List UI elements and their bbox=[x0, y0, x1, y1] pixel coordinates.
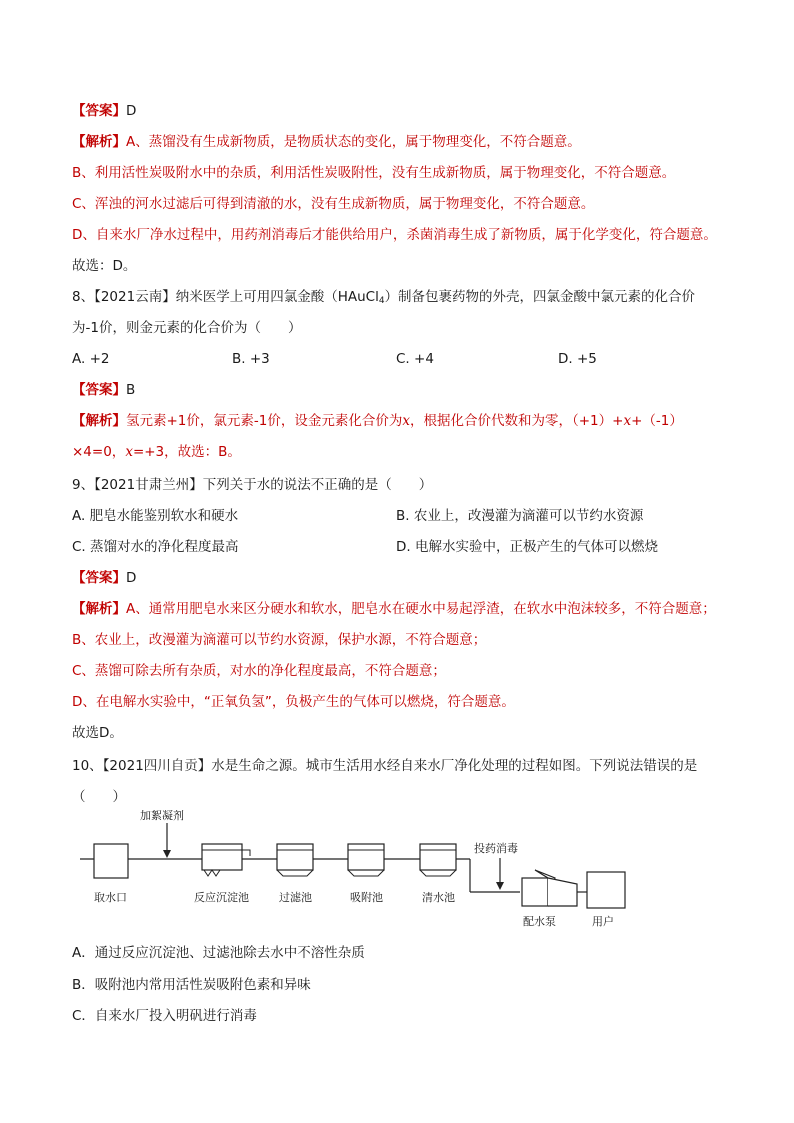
q9-option-d: D. 电解水实验中，正极产生的气体可以燃烧 bbox=[396, 539, 658, 555]
q8-option-d: D. +5 bbox=[558, 351, 597, 367]
subscript: 4 bbox=[378, 296, 385, 306]
explain-text: +（-1） bbox=[631, 413, 683, 429]
intake-box bbox=[94, 844, 128, 878]
question-source: 【2021云南】 bbox=[94, 289, 176, 305]
pump-icon bbox=[522, 870, 577, 906]
answer-value: D bbox=[126, 103, 137, 119]
question-number: 8、 bbox=[72, 289, 95, 305]
filter-tank bbox=[277, 844, 313, 876]
explain-text: A、蒸馏没有生成新物质，是物质状态的变化，属于物理变化，不符合题意。 bbox=[126, 134, 581, 150]
q9-explain-a bbox=[72, 600, 716, 618]
answer-tag: 【答案】 bbox=[72, 103, 126, 119]
q10-stem-line2: （ ） bbox=[72, 789, 126, 805]
adsorption-tank bbox=[348, 844, 384, 876]
answer-value: B bbox=[126, 382, 136, 398]
clear-label: 清水池 bbox=[422, 891, 455, 904]
q10-option-b: B．吸附池内常用活性炭吸附色素和异味 bbox=[72, 977, 311, 993]
arrow-head bbox=[496, 882, 504, 890]
q7-explain-b: B、利用活性炭吸附水中的杂质，利用活性炭吸附性，没有生成新物质，属于物理变化，不符合题意。 bbox=[72, 165, 676, 181]
q9-explain-c: C、蒸馏可除去所有杂质，对水的净化程度最高，不符合题意； bbox=[72, 663, 446, 679]
clear-water-tank bbox=[420, 844, 456, 876]
explain-tag: 【解析】 bbox=[72, 134, 126, 150]
coagulant-label: 加絮凝剂 bbox=[140, 810, 184, 822]
q10-option-a: A．通过反应沉淀池、过滤池除去水中不溶性杂质 bbox=[72, 945, 365, 961]
variable-x: x bbox=[402, 413, 410, 429]
q9-answer bbox=[72, 569, 136, 587]
q9-stem bbox=[72, 476, 432, 494]
sediment-label: 反应沉淀池 bbox=[194, 891, 249, 904]
q7-explain-c: C、浑浊的河水过滤后可得到清澈的水，没有生成新物质，属于物理变化，不符合题意。 bbox=[72, 196, 595, 212]
stem-text: 下列关于水的说法不正确的是（ ） bbox=[202, 477, 433, 493]
stem-part: 纳米医学上可用四氯金酸（HAuCl bbox=[175, 289, 379, 305]
q8-option-c: C. +4 bbox=[396, 351, 434, 367]
variable-x: x bbox=[125, 444, 133, 460]
answer-tag: 【答案】 bbox=[72, 382, 126, 398]
q9-conclusion: 故选D。 bbox=[72, 725, 123, 741]
q9-explain-d: D、在电解水实验中，“正氧负氢”，负极产生的气体可以燃烧，符合题意。 bbox=[72, 694, 515, 710]
q9-explain-b: B、农业上，改漫灌为滴灌可以节约水资源，保护水源，不符合题意； bbox=[72, 632, 487, 648]
q7-explain-d: D、自来水厂净水过程中，用药剂消毒后才能供给用户，杀菌消毒生成了新物质，属于化学变化，符合题意。 bbox=[72, 227, 717, 243]
pump-label: 配水泵 bbox=[523, 915, 556, 928]
question-number: 10、 bbox=[72, 758, 103, 774]
q10-stem bbox=[72, 757, 697, 775]
explain-text: ×4=0， bbox=[72, 444, 126, 460]
explain-text: A、通常用肥皂水来区分硬水和软水，肥皂水在硬水中易起浮渣，在软水中泡沫较多，不符合题意； bbox=[126, 601, 716, 617]
sediment-tank bbox=[202, 844, 250, 876]
q7-answer bbox=[72, 102, 136, 120]
explain-text: 氢元素+1价，氯元素-1价，设金元素化合价为 bbox=[126, 413, 403, 429]
arrow-head bbox=[163, 850, 171, 858]
user-label: 用户 bbox=[592, 915, 614, 928]
q8-option-a: A. +2 bbox=[72, 351, 110, 367]
stem-part: ）制备包裹药物的外壳，四氯金酸中氯元素的化合价 bbox=[384, 289, 696, 305]
q8-stem-line2: 为-1价，则金元素的化合价为（ ） bbox=[72, 320, 302, 336]
answer-tag: 【答案】 bbox=[72, 570, 126, 586]
question-number: 9、 bbox=[72, 477, 95, 493]
disinfect-label: 投药消毒 bbox=[474, 842, 518, 855]
q9-option-a: A. 肥皂水能鉴别软水和硬水 bbox=[72, 508, 239, 524]
q9-option-b: B. 农业上，改漫灌为滴灌可以节约水资源 bbox=[396, 508, 644, 524]
question-source: 【2021四川自贡】 bbox=[102, 758, 212, 774]
q8-option-b: B. +3 bbox=[232, 351, 270, 367]
explain-text: ，根据化合价代数和为零，（+1）+ bbox=[410, 413, 624, 429]
explain-tag: 【解析】 bbox=[72, 413, 126, 429]
q8-answer bbox=[72, 381, 135, 399]
filter-label: 过滤池 bbox=[279, 891, 312, 904]
q8-stem bbox=[72, 288, 695, 310]
q8-explain-line2 bbox=[72, 443, 241, 461]
user-box bbox=[587, 872, 625, 908]
q8-explain bbox=[72, 412, 683, 430]
water-treatment-diagram bbox=[80, 810, 660, 935]
explain-text: =+3，故选：B。 bbox=[132, 444, 241, 460]
variable-x: x bbox=[623, 413, 632, 429]
explain-tag: 【解析】 bbox=[72, 601, 126, 617]
q7-conclusion: 故选：D。 bbox=[72, 258, 137, 274]
answer-value: D bbox=[126, 570, 137, 586]
intake-label: 取水口 bbox=[94, 891, 127, 904]
question-source: 【2021甘肃兰州】 bbox=[94, 477, 203, 493]
q7-explain-a bbox=[72, 133, 581, 151]
stem-text: 水是生命之源。城市生活用水经自来水厂净化处理的过程如图。下列说法错误的是 bbox=[211, 758, 698, 774]
q9-option-c: C. 蒸馏对水的净化程度最高 bbox=[72, 539, 239, 555]
q10-option-c: C．自来水厂投入明矾进行消毒 bbox=[72, 1008, 257, 1024]
adsorb-label: 吸附池 bbox=[350, 891, 383, 904]
